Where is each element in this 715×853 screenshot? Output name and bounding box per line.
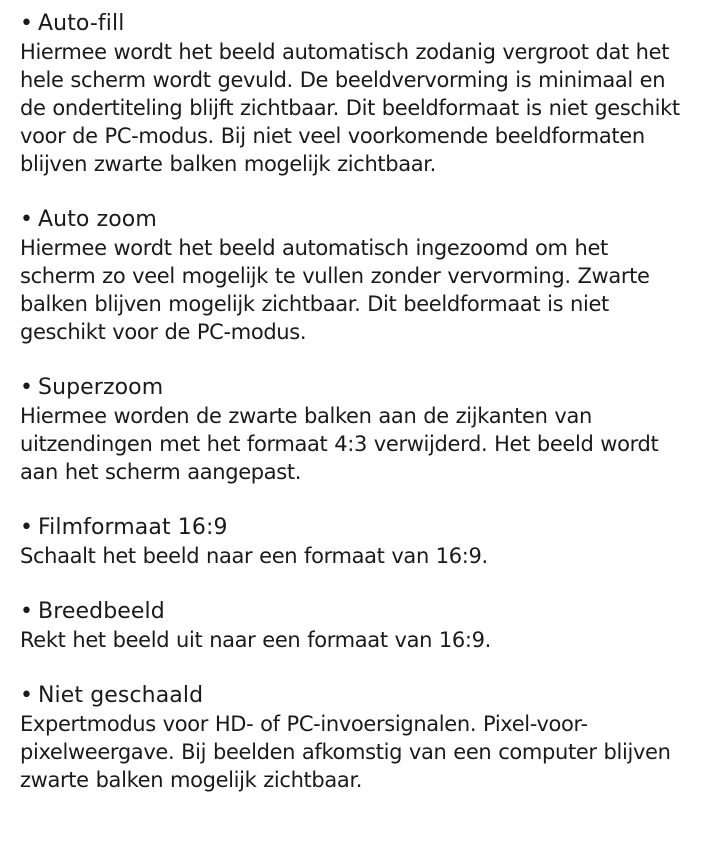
format-term bbox=[20, 374, 700, 402]
format-description bbox=[20, 234, 700, 346]
description-line: scherm zo veel mogelijk te vullen zonder vervorming. Zwarte bbox=[20, 264, 650, 288]
format-term-label: Niet geschaald bbox=[38, 683, 204, 708]
format-term-label: Breedbeeld bbox=[38, 599, 165, 624]
format-entry-auto-fill bbox=[20, 10, 700, 178]
bullet-icon: • bbox=[20, 599, 34, 624]
format-term bbox=[20, 598, 700, 626]
bullet-icon: • bbox=[20, 11, 34, 36]
format-entry-breedbeeld bbox=[20, 598, 700, 654]
format-entry-filmformaat bbox=[20, 514, 700, 570]
format-term bbox=[20, 10, 700, 38]
description-line: geschikt voor de PC-modus. bbox=[20, 320, 307, 344]
format-description bbox=[20, 542, 700, 570]
description-line: hele scherm wordt gevuld. De beeldvervorming is minimaal en bbox=[20, 68, 666, 92]
bullet-icon: • bbox=[20, 207, 34, 232]
bullet-icon: • bbox=[20, 515, 34, 540]
format-term-label: Superzoom bbox=[38, 375, 164, 400]
format-term bbox=[20, 514, 700, 542]
description-line: de ondertiteling blijft zichtbaar. Dit beeldformaat is niet geschikt bbox=[20, 96, 680, 120]
bullet-icon: • bbox=[20, 683, 34, 708]
format-entry-auto-zoom bbox=[20, 206, 700, 346]
bullet-icon: • bbox=[20, 375, 34, 400]
format-entry-niet-geschaald bbox=[20, 682, 700, 794]
description-line: aan het scherm aangepast. bbox=[20, 460, 302, 484]
description-line: Rekt het beeld uit naar een formaat van 16:9. bbox=[20, 628, 491, 652]
description-line: Hiermee worden de zwarte balken aan de zijkanten van bbox=[20, 404, 592, 428]
format-description bbox=[20, 626, 700, 654]
description-line: Hiermee wordt het beeld automatisch ingezoomd om het bbox=[20, 236, 608, 260]
description-line: zwarte balken mogelijk zichtbaar. bbox=[20, 768, 363, 792]
format-term bbox=[20, 682, 700, 710]
format-term-label: Auto-fill bbox=[38, 11, 125, 36]
description-line: uitzendingen met het formaat 4:3 verwijderd. Het beeld wordt bbox=[20, 432, 659, 456]
description-line: balken blijven mogelijk zichtbaar. Dit beeldformaat is niet bbox=[20, 292, 609, 316]
format-term-label: Auto zoom bbox=[38, 207, 157, 232]
format-entry-superzoom bbox=[20, 374, 700, 486]
description-line: Schaalt het beeld naar een formaat van 16:9. bbox=[20, 544, 488, 568]
description-line: Hiermee wordt het beeld automatisch zodanig vergroot dat het bbox=[20, 40, 670, 64]
format-term-label: Filmformaat 16:9 bbox=[38, 515, 228, 540]
description-line: pixelweergave. Bij beelden afkomstig van een computer blijven bbox=[20, 740, 671, 764]
description-line: voor de PC-modus. Bij niet veel voorkomende beeldformaten bbox=[20, 124, 645, 148]
format-description bbox=[20, 710, 700, 794]
format-description bbox=[20, 38, 700, 178]
format-description bbox=[20, 402, 700, 486]
description-line: blijven zwarte balken mogelijk zichtbaar. bbox=[20, 152, 436, 176]
format-term bbox=[20, 206, 700, 234]
description-line: Expertmodus voor HD- of PC-invoersignalen. Pixel-voor- bbox=[20, 712, 588, 736]
picture-format-list bbox=[20, 10, 700, 794]
